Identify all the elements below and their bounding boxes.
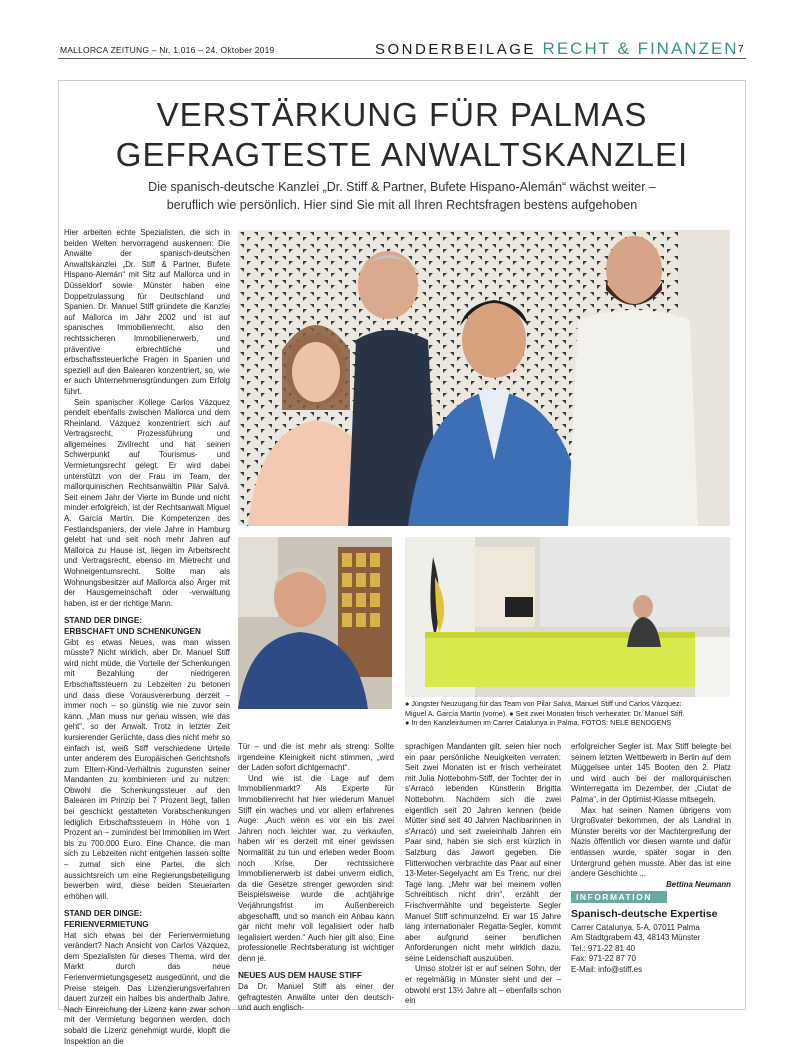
photo-caption [405,699,730,728]
section-heading-erbschaft-line-2: ERBSCHAFT UND SCHENKUNGEN [64,626,201,636]
info-address-palma: Carrer Catalunya, 5-A, 07011 Palma [571,923,700,932]
info-fax: Fax: 971-22 87 70 [571,954,636,964]
portrait-photo [238,537,392,709]
team-photo-illustration [238,230,730,526]
supplement-title [375,39,739,59]
section-heading-news: NEUES AUS DEM HAUSE STIFF [238,971,362,981]
author-signature: Bettina Neumann [666,879,731,889]
info-email: E-Mail: info@stiff.es [571,964,643,974]
supplement-prefix: SONDERBEILAGE [375,41,536,58]
section-heading-ferienvermietung-line-1: STAND DER DINGE: [64,909,143,919]
section-heading-erbschaft-line-1: STAND DER DINGE: [64,616,143,626]
section-heading-ferienvermietung [64,909,230,930]
caption-line-1: ● Jüngster Neuzugang für das Team von Pilar Salvá, Manuel Stiff und Carlos Vázquez: [405,699,682,708]
headline-line-2: GEFRAGTESTE ANWALTSKANZLEI [115,136,689,173]
paragraph-name-origin: Max hat seinen Namen übrigens vom Urgroßvater bekommen, der als Landrat in Münster bereits vor der Machtergreifung der Nazis öffentlich vor diesen warnte und dafür entlassen wurde, später sogar in den Untergrund gehen musste. Aber das ist eine andere Geschichte ... [571,805,731,879]
office-photo [405,537,730,697]
subheadline-line-1: Die spanisch-deutsche Kanzlei „Dr. Stiff & Partner, Bufete Hispano-Alemán“ wächst weiter – [148,180,656,194]
page-number: 7 [738,44,744,55]
info-title: Spanisch-deutsche Expertise [571,908,718,920]
subheadline-line-2: beruflich wie persönlich. Hier sind Sie mit all Ihren Rechtsfragen bestens aufgehoben [166,198,638,212]
article-column-2 [238,742,394,1014]
caption-line-2: Miguel A. García Martín (vorne). ● Seit zwei Monaten frisch verheiratet: Dr. Manuel Stiff. [405,708,685,718]
section-heading-erbschaft [64,616,230,637]
info-phone: Tel.: 971-22 81 40 [571,943,636,953]
issue-line: MALLORCA ZEITUNG – Nr. 1.016 – 24. Oktober 2019 [60,45,275,55]
headline [58,95,746,175]
info-address-muenster: Am Stadtgrabern 43, 48143 Münster [571,933,701,943]
section-heading-ferienvermietung-line-2: FERIENVERMIETUNG [64,920,149,929]
paragraph-ferienvermietung: Hat sich etwas bei der Ferienvermietung verändert? Nach Ansicht von Carlos Vázquez, dem Spezialisten für dieses Thema, wird der Markt durch das neue Ferienvermietungsgesetz ausgedünnt, und die Preise steigen. Das Lizenzierungsverfahren dauert zurzeit ein halbes bis anderthalb Jahre. Nach Einreichung der Lizenz kann zwar schon mit der Vermietung begonnen werden, doch sobald die Lizenz genehmigt wurde, klopft die Inspektion an die [64,930,230,1046]
paragraph-inspection: Tür – und die ist mehr als streng: Sollte irgendeine Kleinigkeit nicht stimmen, „wird der Laden sofort dichtgemacht“. [238,742,394,773]
subheadline [100,178,704,214]
headline-line-1: VERSTÄRKUNG FÜR PALMAS [156,96,648,133]
office-photo-illustration [405,537,730,697]
info-contact [571,923,700,975]
team-photo [238,230,730,526]
caption-line-3: ● In den Kanzleiräumen im Carrer Catalunya in Palma. [405,718,580,728]
paragraph-son: Umso stolzer ist er auf seinen Sohn, der er regelmäßig in Münster sieht und der – obwohl erst 13½ Jahre alt – ebenfalls schon ein [405,964,561,1006]
article-column-3 [405,742,561,1007]
portrait-photo-illustration [238,537,392,709]
photo-credit: FOTOS: NELE BENDGENS [581,718,672,728]
article-column-4 [571,742,731,890]
paragraph-news-intro: Da Dr. Manuel Stiff als einer der gefragtesten Anwälte unter den deutsch- und auch englisch- [238,982,394,1013]
article-column-1 [64,228,230,1047]
paragraph-team: Sein spanischer Kollege Carlos Vázquez pendelt ebenfalls zwischen Mallorca und dem Rheinland. Vázquez konzentriert sich auf Vertragsrecht, Prozessführung und allgemeines Zivilrecht und hat seinen Schwerpunkt auf Tourismus- und Vermietungsrecht gelegt. Er wird dabei unterstützt von der Frau im Team, der mallorquinischen Rechtsanwältin Pilar Salvá. Seit einem Jahr der Vierte im Bunde und nicht minder erfolgreich, ist der Rechtsanwalt Miguel A. García Martín. Die Kompetenzen des Festlandspaniers, der viele Jahre in Hamburg gelebt hat und seit noch mehr Jahren auf Mallorca zu Hause ist, liegen im Arbeitsrecht und Vertragsrecht, ebenso im Mietrecht und Wohneigentumsrecht. Sollte man als Wohnungsbesitzer auf Mallorca also Ärger mit der Hausgemeinschaft oder -verwaltung haben, ist er der richtige Mann. [64,397,230,608]
supplement-section: RECHT & FINANZEN [542,39,739,58]
paragraph-property-market: Und wie ist die Lage auf dem Immobilienmarkt? Als Experte für Immobilienrecht hat hier wiederum Manuel Stiff ein waches und vor allem erfahrenes Auge: „Auch wenn es vor ein bis zwei Jahren noch leichter war, zu verkaufen, haben wir es derzeit mit einer gewissen Normalität zu tun und erleben weder Boom noch Krise. Der rechtssichere Immobilienerwerb ist dabei unverm eidlich, da die Gesetze strenger geworden sind: Beispielsweise wurde die achtjährige Verjährungsfrist im Außenbereich abgeschafft, und so manch ein Anbau kann gar nicht mehr voll legalisiert oder halb legalisiert werden.“ Auch hier gilt also: Eine professionelle Rechtsberatung ist wichtiger denn je. [238,773,394,963]
paragraph-erbschaft: Gibt es etwas Neues, was man wissen müsste? Nicht wirklich, aber Dr. Manuel Stiff wird nicht müde, die Vorteile der Schenkungen mit Bezahlung der niedrigeren Erbschaftssteuern zu Lebzeiten zu betonen und dass diese Vorausvererbung derzeit – immer noch – so günstig wie nie zuvor sein kann. „Man muss nur genau wissen, wie das geht“, so der Anwalt. Trotz in letzter Zeit kursierender Gerüchte, dass dies nicht mehr so einfach ist, weiß Stiff verschiedene Urteile unter anderem des Europäischen Gerichtshofs zum Eltern-Kind-Verhältnis zugunsten seiner Mandanten zu kombinieren und zu nutzen: Obwohl die Schenkungssteuer auf den Balearen im Prinzip bei 7 Prozent liegt, fallen bei geschickt gestalteten Vorabschenkungen lediglich Erbschaftssteuern in Höhe von 1 Prozent an – zumindest bei Immobilien im Wert bis zu 700.000 Euro. Eine Chance, die man sich zu Lebzeiten nicht entgehen lassen sollte – zumal sich eine Partei, die sich aussichtsreich um eine Regierungsbeteiligung bewerben wird, diese beiden Steuerarten erhöhen will. [64,637,230,901]
header-rule [58,58,746,59]
paragraph-personal-news: sprachigen Mandanten gilt, seien hier noch ein paar persönliche Neuigkeiten verraten: Seit zwei Monaten ist er frisch verheiratet mit Julia Nottebohm-Stiff, der Tochter der in s'Arracó lebenden Künstlerin Brigitta Nottebohm. Nachdem sich die zwei eigentlich seit 20 Jahren kennen (beide Mütter sind seit 40 Jahren Nachbarinnen in s'Arracó) und seit zweieinhalb Jahren ein Paar sind, haben sie sich erst kürzlich in Salzburg das Jawort gegeben. Die Flitterwochen verbrachte das Paar auf einer 13-Meter-Segelyacht am Es Trenc, nur drei Tage lang. „Mehr war bei meinem vollen Schreibtisch nicht drin“, erzählt der Frischvermählte und begeisterte Segler Manuel Stiff schmunzelnd. Er war 15 Jahre lang internationaler Regatta-Segler, kommt aber aufgrund seiner beruflichen Anforderungen nicht mehr wirklich dazu, seine Leidenschaft auszuüben. [405,742,561,963]
info-label: INFORMATION [571,891,667,903]
paragraph-intro: Hier arbeiten echte Spezialisten, die sich in beiden Welten hervorragend auskennen: Die Anwälte der spanisch-deutschen Anwaltskanzlei „Dr. Stiff & Partner, Bufete Hispano-Alemán“ mit Sitz auf Mallorca und in Düsseldorf sowie Münster haben eine Doppelzulassung für Deutschland und Spanien. Dr. Manuel Stiff gründete die Kanzlei auf Mallorca im Jahr 2002 und ist auf spanisches Immobilienrecht, also den rechtssicheren Immobilienerwerb, und präventive erbrechtliche und erbschaftssteuerliche Fragen in Spanien und speziell auf den Balearen konzentriert, so, wie er auch Unternehmensgründungen zum Erfolg führt. [64,228,230,396]
paragraph-sailing: erfolgreicher Segler ist. Max Stiff belegte bei seinem letzten Wettbewerb in Berlin auf dem Müggelsee unter 145 Booten den 2. Platz und wird auch bei der mallorquinischen Winterregatta im Dezember, der „Ciutat de Palma“, in der Optimist-Klasse mitsegeln. [571,742,731,804]
